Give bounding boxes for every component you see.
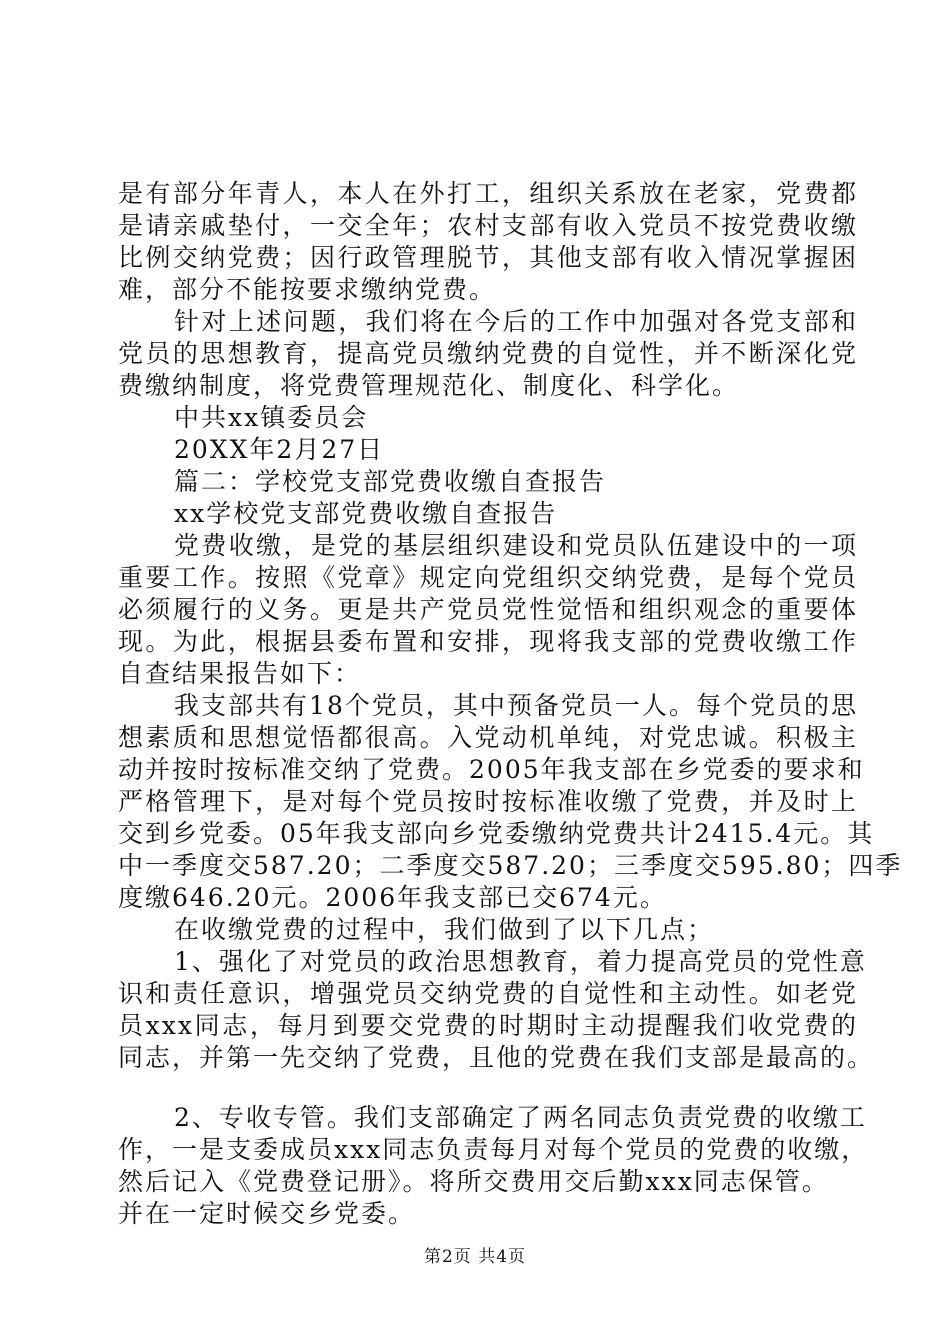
paragraph-line: 然后记入《党费登记册》。将所交费用交后勤xxx同志保管。 bbox=[118, 1167, 829, 1196]
paragraph-line: 重要工作。按照《党章》规定向党组织交纳党费，是每个党员 bbox=[118, 563, 858, 592]
paragraph-line: 动并按时按标准交纳了党费。2005年我支部在乡党委的要求和 bbox=[118, 755, 865, 784]
document-body bbox=[118, 178, 903, 1230]
paragraph-line: 比例交纳党费；因行政管理脱节，其他支部有收入情况掌握困 bbox=[118, 243, 858, 272]
page-number-footer: 第2页 共4页 bbox=[423, 1247, 527, 1267]
paragraph-line: 作，一是支委成员xxx同志负责每月对每个党员的党费的收缴， bbox=[118, 1135, 869, 1164]
report-title: xx学校党支部党费收缴自查报告 bbox=[174, 499, 558, 528]
paragraph-line: 员xxx同志，每月到要交党费的时期时主动提醒我们收党费的 bbox=[118, 1011, 858, 1040]
paragraph-line: 针对上述问题，我们将在今后的工作中加强对各党支部和 bbox=[174, 307, 858, 336]
paragraph-line: 党费收缴，是党的基层组织建设和党员队伍建设中的一项 bbox=[174, 531, 858, 560]
paragraph-line: 中一季度交587.20；二季度交587.20；三季度交595.80；四季 bbox=[118, 851, 903, 880]
paragraph-line: 并在一定时候交乡党委。 bbox=[118, 1199, 416, 1228]
paragraph-line: 党员的思想教育，提高党员缴纳党费的自觉性，并不断深化党 bbox=[118, 339, 858, 368]
paragraph-line: 是请亲戚垫付，一交全年；农村支部有收入党员不按党费收缴 bbox=[118, 211, 858, 240]
section-heading: 篇二：学校党支部党费收缴自查报告 bbox=[174, 467, 607, 496]
paragraph-line: 严格管理下，是对每个党员按时按标准收缴了党费，并及时上 bbox=[118, 787, 858, 816]
paragraph-line: 想素质和思想觉悟都很高。入党动机单纯，对党忠诚。积极主 bbox=[118, 723, 858, 752]
paragraph-line: 在收缴党费的过程中，我们做到了以下几点； bbox=[174, 915, 715, 944]
signature-date: 20XX年2月27日 bbox=[174, 435, 385, 464]
paragraph-line: 自查结果报告如下： bbox=[118, 659, 362, 688]
signature-org: 中共xx镇委员会 bbox=[174, 403, 369, 432]
paragraph-line: 难，部分不能按要求缴纳党费。 bbox=[118, 275, 497, 304]
paragraph-line: 费缴纳制度，将党费管理规范化、制度化、科学化。 bbox=[118, 371, 740, 400]
paragraph-line: 是有部分年青人，本人在外打工，组织关系放在老家，党费都 bbox=[118, 179, 858, 208]
paragraph-line: 交到乡党委。05年我支部向乡党委缴纳党费共计2415.4元。其 bbox=[118, 819, 875, 848]
paragraph-line: 1、强化了对党员的政治思想教育，着力提高党员的党性意 bbox=[174, 947, 867, 976]
paragraph-gap bbox=[118, 1074, 858, 1102]
paragraph-line: 2、专收专管。我们支部确定了两名同志负责党费的收缴工 bbox=[174, 1103, 867, 1132]
paragraph-line: 必须履行的义务。更是共产党员党性觉悟和组织观念的重要体 bbox=[118, 595, 858, 624]
paragraph-line: 度缴646.20元。2006年我支部已交674元。 bbox=[118, 883, 667, 912]
paragraph-line: 我支部共有18个党员，其中预备党员一人。每个党员的思 bbox=[174, 691, 858, 720]
paragraph-line: 现。为此，根据县委布置和安排，现将我支部的党费收缴工作 bbox=[118, 627, 858, 656]
paragraph-line: 识和责任意识，增强党员交纳党费的自觉性和主动性。如老党 bbox=[118, 979, 858, 1008]
paragraph-line: 同志，并第一先交纳了党费，且他的党费在我们支部是最高的。 bbox=[118, 1043, 875, 1072]
